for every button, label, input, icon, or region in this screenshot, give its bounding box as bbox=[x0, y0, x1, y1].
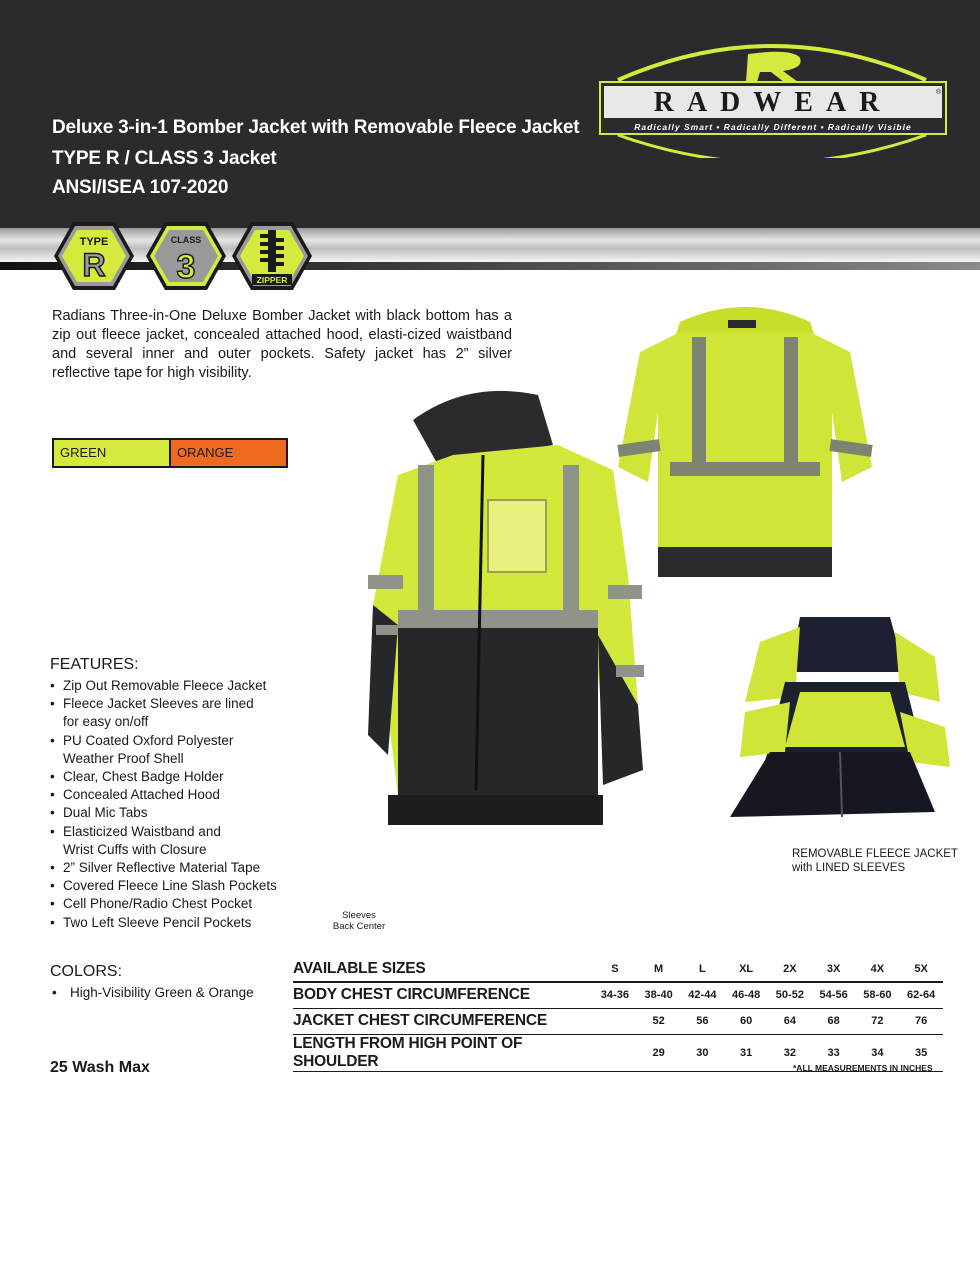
table-cell: 32 bbox=[768, 1034, 812, 1071]
feature-item: • Cell Phone/Radio Chest Pocket bbox=[50, 895, 310, 913]
colors-heading: COLORS: bbox=[50, 963, 123, 980]
table-cell: 5X bbox=[899, 956, 943, 982]
row-label: AVAILABLE SIZES bbox=[293, 956, 593, 982]
table-row bbox=[293, 956, 943, 982]
class-3-badge bbox=[144, 220, 228, 292]
table-cell: 34-36 bbox=[593, 982, 637, 1008]
type-r-badge bbox=[52, 220, 136, 292]
table-cell: 64 bbox=[768, 1008, 812, 1034]
table-cell: 34 bbox=[856, 1034, 900, 1071]
measurement-note: *ALL MEASUREMENTS IN INCHES bbox=[793, 1063, 933, 1073]
table-cell: 54-56 bbox=[812, 982, 856, 1008]
table-cell: XL bbox=[724, 956, 768, 982]
fleece-caption-line1: REMOVABLE FLEECE JACKET bbox=[792, 848, 958, 860]
table-cell: 30 bbox=[681, 1034, 725, 1071]
table-cell: 58-60 bbox=[856, 982, 900, 1008]
feature-item: • Concealed Attached Hood bbox=[50, 786, 310, 804]
row-label: JACKET CHEST CIRCUMFERENCE bbox=[293, 1008, 593, 1034]
swatch-green: GREEN bbox=[54, 440, 171, 466]
feature-item: • Dual Mic Tabs bbox=[50, 804, 310, 822]
feature-item: • Two Left Sleeve Pencil Pockets bbox=[50, 914, 310, 932]
product-description: Radians Three-in-One Deluxe Bomber Jacket with black bottom has a zip out fleece jacket, concealed attached hood, elasti-cized waistband and several inner and outer pockets. Safety jacket has 2” silver reflective tape for high visibility. bbox=[52, 308, 512, 381]
table-cell: M bbox=[637, 956, 681, 982]
product-type-class: TYPE R / CLASS 3 Jacket bbox=[52, 148, 277, 169]
table-cell: 38-40 bbox=[637, 982, 681, 1008]
table-cell: 50-52 bbox=[768, 982, 812, 1008]
product-standard: ANSI/ISEA 107-2020 bbox=[52, 177, 229, 198]
table-cell: 68 bbox=[812, 1008, 856, 1034]
table-cell: 60 bbox=[724, 1008, 768, 1034]
fleece-jacket-image bbox=[730, 612, 955, 827]
table-cell: S bbox=[593, 956, 637, 982]
feature-item: • PU Coated Oxford Polyester Weather Proof Shell bbox=[50, 732, 310, 768]
table-cell: 46-48 bbox=[724, 982, 768, 1008]
swatch-orange: ORANGE bbox=[171, 440, 286, 466]
table-cell: 42-44 bbox=[681, 982, 725, 1008]
color-swatches bbox=[52, 438, 288, 468]
table-cell: 31 bbox=[724, 1034, 768, 1071]
jacket-front-image bbox=[358, 375, 698, 845]
table-cell: 4X bbox=[856, 956, 900, 982]
radwear-logo bbox=[588, 40, 956, 158]
feature-item: • Fleece Jacket Sleeves are lined for easy on/off bbox=[50, 695, 310, 731]
table-row bbox=[293, 982, 943, 1008]
fleece-caption bbox=[792, 847, 958, 875]
features-heading: FEATURES: bbox=[50, 656, 139, 673]
svg-text:CLASS: CLASS bbox=[170, 235, 202, 245]
svg-text:TYPE: TYPE bbox=[79, 236, 109, 248]
sleeves-caption-line2: Back Center bbox=[332, 921, 386, 932]
fleece-caption-line2: with LINED SLEEVES bbox=[792, 862, 906, 874]
table-cell: 29 bbox=[637, 1034, 681, 1071]
wash-max: 25 Wash Max bbox=[50, 1059, 150, 1076]
logo-brand: RADWEAR bbox=[653, 87, 893, 118]
size-table bbox=[293, 956, 943, 1072]
row-label: BODY CHEST CIRCUMFERENCE bbox=[293, 982, 593, 1008]
table-cell: 52 bbox=[637, 1008, 681, 1034]
sleeves-caption-line1: Sleeves bbox=[342, 910, 376, 921]
table-cell: 3X bbox=[812, 956, 856, 982]
sleeves-caption bbox=[328, 910, 390, 932]
svg-text:3: 3 bbox=[176, 248, 196, 286]
table-cell: 72 bbox=[856, 1008, 900, 1034]
svg-text:ZIPPER: ZIPPER bbox=[256, 275, 288, 285]
product-title: Deluxe 3-in-1 Bomber Jacket with Removable Fleece Jacket bbox=[52, 117, 580, 138]
table-cell: L bbox=[681, 956, 725, 982]
table-cell: 62-64 bbox=[899, 982, 943, 1008]
table-cell: 56 bbox=[681, 1008, 725, 1034]
feature-item: • Clear, Chest Badge Holder bbox=[50, 768, 310, 786]
colors-item: • High-Visibility Green & Orange bbox=[50, 985, 254, 1000]
table-cell bbox=[593, 1034, 637, 1071]
zipper-badge bbox=[230, 220, 314, 292]
table-cell: 2X bbox=[768, 956, 812, 982]
table-cell: 76 bbox=[899, 1008, 943, 1034]
row-label: LENGTH FROM HIGH POINT OF SHOULDER bbox=[293, 1034, 593, 1071]
table-cell: 35 bbox=[899, 1034, 943, 1071]
feature-item: • Elasticized Waistband and Wrist Cuffs with Closure bbox=[50, 823, 310, 859]
feature-item: • Covered Fleece Line Slash Pockets bbox=[50, 877, 310, 895]
logo-tagline: Radically Smart • Radically Different • Radically Visible bbox=[634, 122, 912, 132]
feature-item: • 2” Silver Reflective Material Tape bbox=[50, 859, 310, 877]
features-list bbox=[50, 677, 310, 932]
table-cell bbox=[593, 1008, 637, 1034]
feature-item: • Zip Out Removable Fleece Jacket bbox=[50, 677, 310, 695]
table-cell: 33 bbox=[812, 1034, 856, 1071]
svg-text:R: R bbox=[82, 247, 106, 283]
table-row bbox=[293, 1008, 943, 1034]
logo-registered: ® bbox=[936, 89, 942, 96]
